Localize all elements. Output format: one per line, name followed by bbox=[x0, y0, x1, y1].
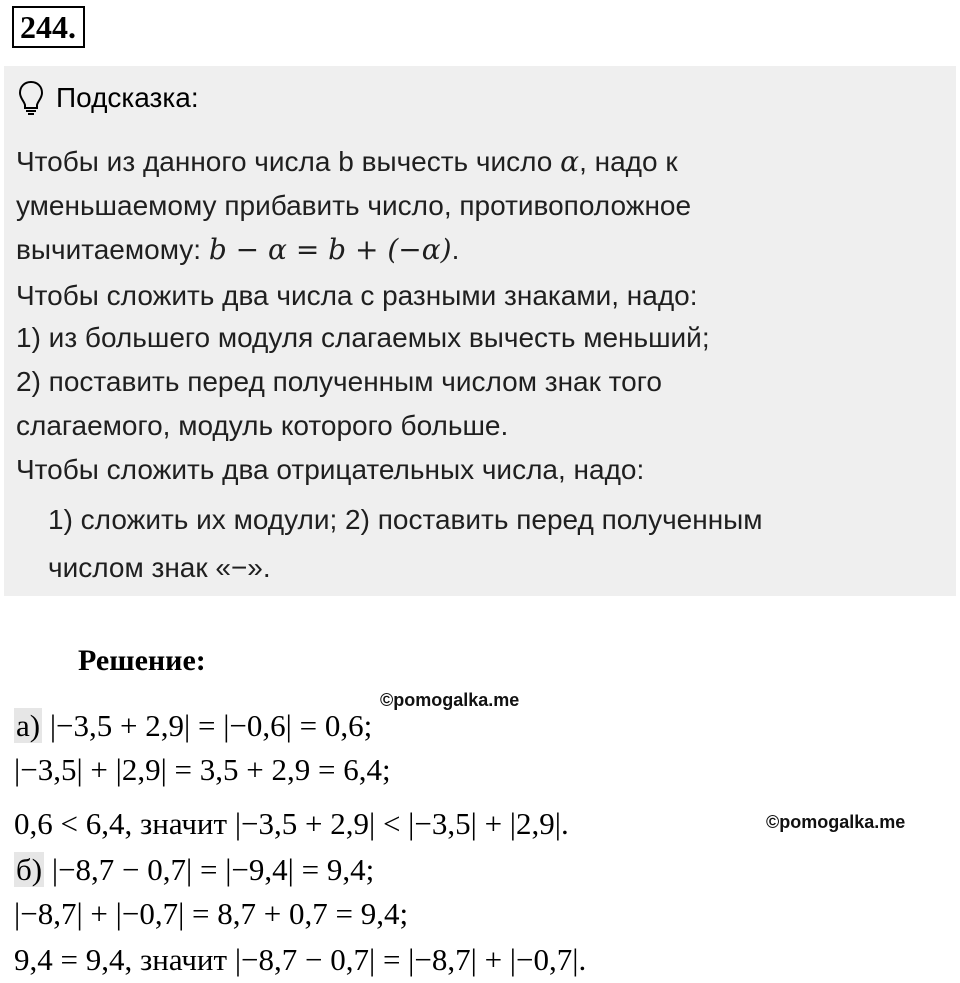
solution-line-4: б) |−8,7 − 0,7| = |−9,4| = 9,4; bbox=[16, 852, 375, 887]
hint-line-4: Чтобы сложить два числа с разными знаками, надо: bbox=[16, 280, 698, 311]
hint-line-5: 1) из большего модуля слагаемых вычесть меньший; bbox=[16, 322, 710, 353]
problem-number: 244. bbox=[12, 6, 85, 48]
solution-line-1: а) |−3,5 + 2,9| = |−0,6| = 0,6; bbox=[16, 708, 373, 743]
hint-line-8: Чтобы сложить два отрицательных числа, надо: bbox=[16, 454, 645, 485]
hint-line-7: слагаемого, модуль которого больше. bbox=[16, 410, 509, 441]
solution-title: Решение: bbox=[78, 644, 206, 677]
solution-line-2: |−3,5| + |2,9| = 3,5 + 2,9 = 6,4; bbox=[14, 752, 391, 787]
hint-title bbox=[18, 76, 199, 120]
solution-line-6: 9,4 = 9,4, значит |−8,7 − 0,7| = |−8,7| + |−0,7|. bbox=[14, 942, 587, 977]
hint-line-1: Чтобы из данного числа b вычесть число α, надо к bbox=[16, 145, 678, 178]
hint-line-10: числом знак «−». bbox=[48, 552, 271, 583]
hint-line-2: уменьшаемому прибавить число, противоположное bbox=[16, 190, 692, 221]
solution-line-3: 0,6 < 6,4, значит |−3,5 + 2,9| < |−3,5| + |2,9|. bbox=[14, 806, 569, 841]
solution-line-5: |−8,7| + |−0,7| = 8,7 + 0,7 = 9,4; bbox=[14, 896, 409, 931]
watermark: ©pomogalka.me bbox=[766, 812, 906, 832]
lightbulb-icon bbox=[18, 80, 44, 116]
hint-title-text: Подсказка: bbox=[56, 82, 199, 113]
hint-line-6: 2) поставить перед полученным числом знак того bbox=[16, 366, 662, 397]
hint-line-3: вычитаемому: b − α = b + (−α). bbox=[16, 233, 460, 266]
watermark: ©pomogalka.me bbox=[380, 690, 520, 710]
hint-line-9: 1) сложить их модули; 2) поставить перед полученным bbox=[48, 504, 763, 535]
